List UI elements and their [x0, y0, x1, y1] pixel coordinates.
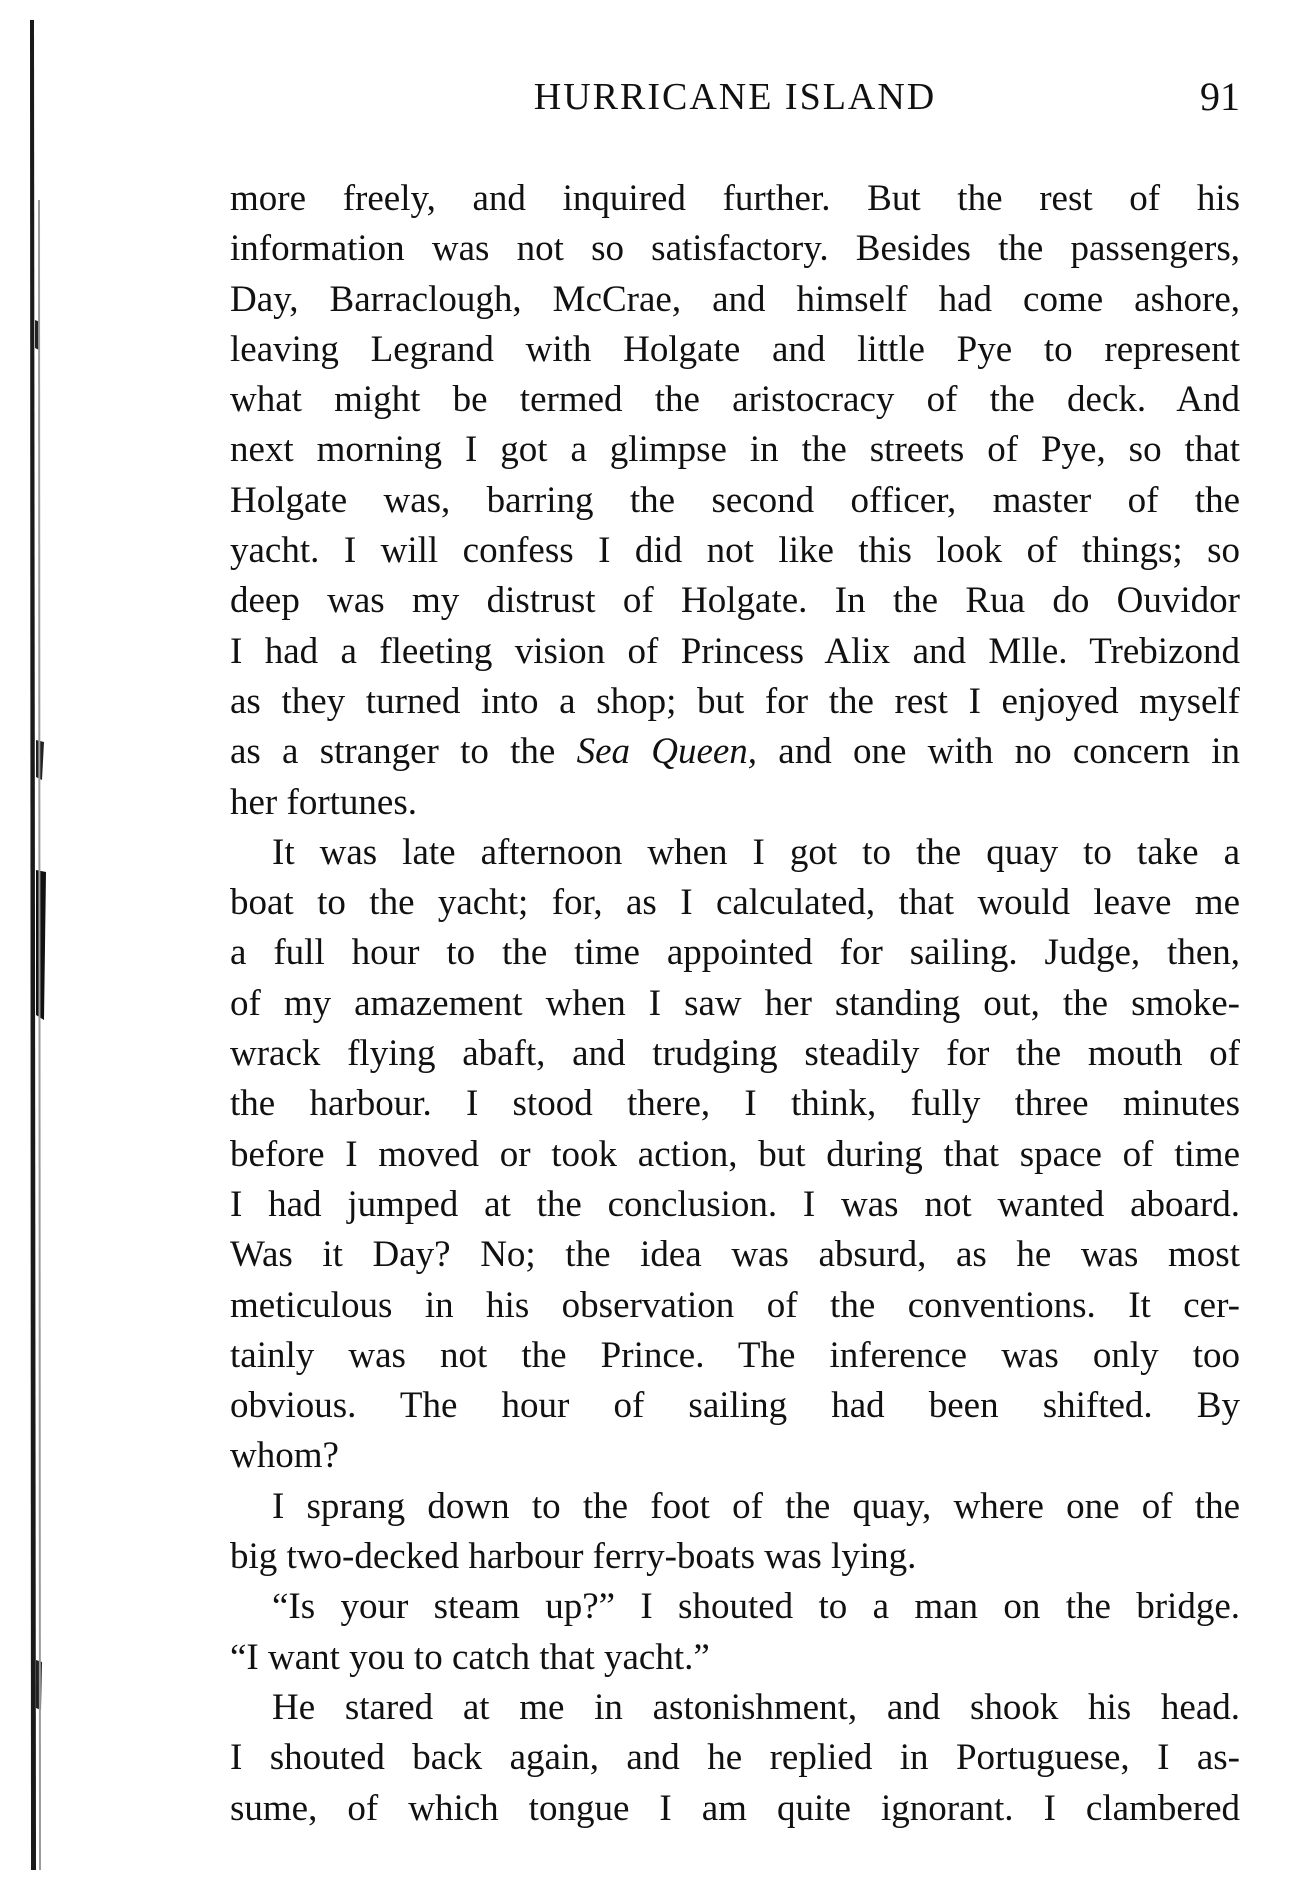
text-line: boat to the yacht; for, as I calculated, that would leave me: [230, 882, 1240, 924]
text-line: the harbour. I stood there, I think, fully three minutes: [230, 1083, 1240, 1125]
text-line: sume, of which tongue I am quite ignorant. I clambered: [230, 1787, 1240, 1829]
text-line: I shouted back again, and he replied in Portuguese, I as-: [230, 1737, 1240, 1779]
text-line-with-italic: [230, 727, 1240, 777]
text-line: Day, Barraclough, McCrae, and himself had come ashore,: [230, 278, 1240, 320]
text-line: I sprang down to the foot of the quay, where one of the: [272, 1485, 1240, 1527]
text-line: tainly was not the Prince. The inference was only too: [230, 1334, 1240, 1376]
text-line: meticulous in his observation of the conventions. It cer-: [230, 1284, 1240, 1326]
text-line: information was not so satisfactory. Besides the passengers,: [230, 228, 1240, 270]
text-line: He stared at me in astonishment, and shook his head.: [272, 1686, 1240, 1728]
text-line: Holgate was, barring the second officer, master of the: [230, 479, 1240, 521]
text-line: “I want you to catch that yacht.”: [230, 1636, 710, 1678]
text-line: more freely, and inquired further. But the rest of his: [230, 178, 1240, 219]
running-head: [230, 72, 1240, 122]
body-text: [230, 174, 1240, 1834]
text-line: wrack flying abaft, and trudging steadily for the mouth of: [230, 1033, 1240, 1075]
text-line: whom?: [230, 1435, 339, 1477]
text-line: a full hour to the time appointed for sailing. Judge, then,: [230, 932, 1240, 974]
text-line: what might be termed the aristocracy of the deck. And: [230, 379, 1240, 421]
text-line: It was late afternoon when I got to the quay to take a: [272, 831, 1240, 873]
text-line: next morning I got a glimpse in the streets of Pye, so that: [230, 429, 1240, 471]
text-line: Was it Day? No; the idea was absurd, as he was most: [230, 1234, 1240, 1276]
text-line: before I moved or took action, but during that space of time: [230, 1133, 1240, 1175]
text-line: obvious. The hour of sailing had been shifted. By: [230, 1385, 1240, 1427]
text-line: yacht. I will confess I did not like this look of things; so: [230, 530, 1240, 572]
page-number: 91: [1200, 74, 1240, 119]
text-line: “Is your steam up?” I shouted to a man on the bridge.: [272, 1586, 1240, 1628]
text-line: I had a fleeting vision of Princess Alix and Mlle. Trebizond: [230, 630, 1240, 672]
running-title: HURRICANE ISLAND: [533, 76, 937, 118]
text-run: as a stranger to the: [230, 731, 577, 773]
text-line: big two-decked harbour ferry-boats was lying.: [230, 1536, 917, 1578]
text-line: her fortunes.: [230, 781, 417, 823]
ship-name-italic: Sea Queen,: [576, 731, 758, 773]
text-line: of my amazement when I saw her standing out, the smoke-: [230, 982, 1240, 1024]
text-line: leaving Legrand with Holgate and little Pye to represent: [230, 328, 1240, 370]
binding-edge-shadow: [0, 20, 52, 1870]
text-run: and one with no concern in: [757, 731, 1240, 773]
text-line: as they turned into a shop; but for the rest I enjoyed myself: [230, 680, 1240, 722]
text-line: I had jumped at the conclusion. I was not wanted aboard.: [230, 1183, 1240, 1225]
text-line: deep was my distrust of Holgate. In the Rua do Ouvidor: [230, 580, 1240, 622]
